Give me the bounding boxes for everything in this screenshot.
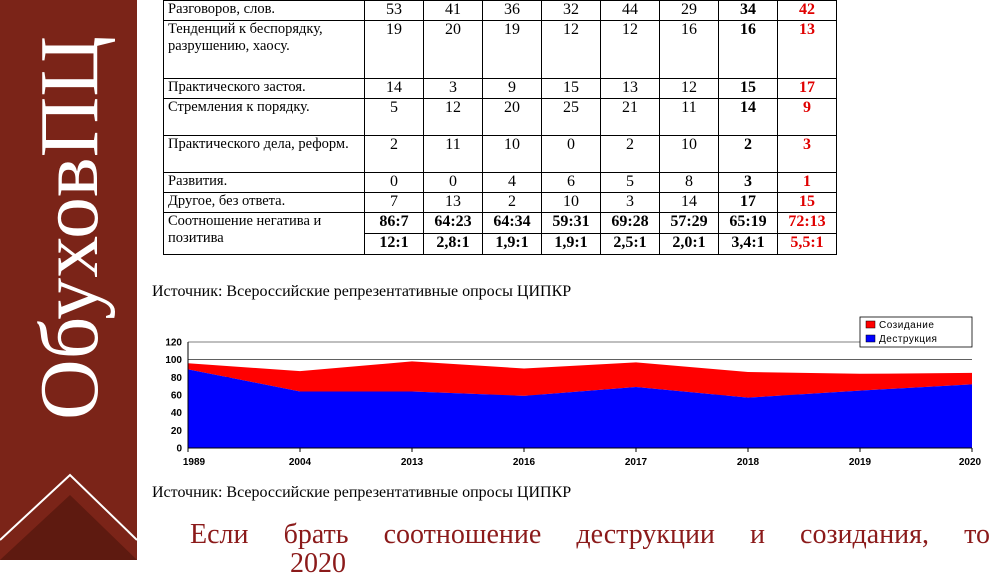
row-label: Стремления к порядку.	[164, 99, 365, 136]
table-cell: 2	[483, 193, 542, 213]
x-tick-label: 2018	[736, 457, 760, 468]
legend-swatch	[866, 335, 875, 342]
table-cell: 17	[719, 193, 778, 213]
ratio-cell: 5,5:1	[778, 234, 837, 255]
x-tick-label: 2019	[848, 457, 872, 468]
ratio-cell: 1,9:1	[542, 234, 601, 255]
table-row	[164, 136, 837, 173]
table-cell: 14	[365, 79, 424, 99]
row-label: Развития.	[164, 173, 365, 193]
table-cell: 5	[365, 99, 424, 136]
y-tick-label: 100	[165, 355, 182, 367]
table-cell: 10	[542, 193, 601, 213]
table-row	[164, 21, 837, 79]
table-cell: 5	[601, 173, 660, 193]
table-cell: 20	[483, 99, 542, 136]
table-cell: 29	[660, 1, 719, 21]
table-cell: 25	[542, 99, 601, 136]
ratio-cell: 1,9:1	[483, 234, 542, 255]
row-label: Тенденций к беспорядку, разрушению, хаосу.	[164, 21, 365, 79]
table-cell: 21	[601, 99, 660, 136]
table-row	[164, 99, 837, 136]
table-cell: 0	[365, 173, 424, 193]
table-cell: 41	[424, 1, 483, 21]
ratio-cell: 69:28	[601, 213, 660, 234]
table-cell: 12	[660, 79, 719, 99]
table-cell: 36	[483, 1, 542, 21]
x-tick-label: 2020	[958, 457, 982, 468]
ratio-cell: 72:13	[778, 213, 837, 234]
table-cell: 2	[719, 136, 778, 173]
table-cell: 3	[719, 173, 778, 193]
row-label: Другое, без ответа.	[164, 193, 365, 213]
y-tick-label: 0	[176, 443, 182, 455]
y-tick-label: 20	[170, 425, 182, 437]
table-cell: 3	[601, 193, 660, 213]
conclusion-text-2: 2020	[290, 548, 346, 579]
x-tick-label: 1989	[182, 457, 206, 468]
table-cell: 13	[778, 21, 837, 79]
table-cell: 15	[542, 79, 601, 99]
table-cell: 14	[660, 193, 719, 213]
area-chart	[150, 315, 1000, 470]
table-cell: 53	[365, 1, 424, 21]
table-cell: 17	[778, 79, 837, 99]
ratio-cell: 59:31	[542, 213, 601, 234]
table-row	[164, 173, 837, 193]
table-cell: 7	[365, 193, 424, 213]
table-cell: 11	[660, 99, 719, 136]
ratio-cell: 3,4:1	[719, 234, 778, 255]
table-cell: 0	[542, 136, 601, 173]
ratio-label: Соотношение негатива и позитива	[164, 213, 365, 255]
source-bottom: Источник: Всероссийские репрезентативные опросы ЦИПКР	[152, 484, 572, 501]
table-cell: 13	[601, 79, 660, 99]
ratio-cell: 2,0:1	[660, 234, 719, 255]
table-cell: 11	[424, 136, 483, 173]
table-cell: 8	[660, 173, 719, 193]
y-tick-label: 40	[170, 408, 182, 420]
y-tick-label: 60	[170, 390, 182, 402]
table-cell: 15	[719, 79, 778, 99]
table-cell: 4	[483, 173, 542, 193]
y-tick-label: 120	[165, 337, 182, 349]
table-cell: 34	[719, 1, 778, 21]
ratio-cell: 2,8:1	[424, 234, 483, 255]
conclusion-text: Если брать соотношение деструкции и созидания, то	[190, 519, 990, 550]
legend-label: Созидание	[879, 320, 935, 331]
table-cell: 15	[778, 193, 837, 213]
ratio-cell: 64:34	[483, 213, 542, 234]
table-cell: 44	[601, 1, 660, 21]
table-cell: 12	[601, 21, 660, 79]
table-cell: 10	[483, 136, 542, 173]
survey-table	[163, 0, 837, 255]
table-cell: 14	[719, 99, 778, 136]
ratio-cell: 2,5:1	[601, 234, 660, 255]
y-tick-label: 80	[170, 372, 182, 384]
table-cell: 12	[542, 21, 601, 79]
table-cell: 3	[778, 136, 837, 173]
table-cell: 3	[424, 79, 483, 99]
ratio-cell: 12:1	[365, 234, 424, 255]
table-cell: 20	[424, 21, 483, 79]
table-cell: 9	[483, 79, 542, 99]
legend-swatch	[866, 321, 875, 328]
legend-label: Деструкция	[879, 334, 938, 345]
table-cell: 10	[660, 136, 719, 173]
table-cell: 16	[660, 21, 719, 79]
table-cell: 16	[719, 21, 778, 79]
ratio-cell: 57:29	[660, 213, 719, 234]
sidebar-title: ОбуховПЦ	[23, 36, 116, 420]
table-cell: 32	[542, 1, 601, 21]
table-cell: 19	[365, 21, 424, 79]
table-cell: 2	[365, 136, 424, 173]
table-cell: 13	[424, 193, 483, 213]
x-tick-label: 2004	[288, 457, 312, 468]
sidebar-decoration	[0, 430, 137, 560]
ratio-cell: 86:7	[365, 213, 424, 234]
table-cell: 0	[424, 173, 483, 193]
table-cell: 9	[778, 99, 837, 136]
row-label: Практического застоя.	[164, 79, 365, 99]
table-row	[164, 193, 837, 213]
table-cell: 19	[483, 21, 542, 79]
x-tick-label: 2017	[624, 457, 648, 468]
sidebar	[0, 0, 137, 560]
ratio-row	[164, 213, 837, 234]
table-row	[164, 1, 837, 21]
table-cell: 2	[601, 136, 660, 173]
table-cell: 6	[542, 173, 601, 193]
table-cell: 1	[778, 173, 837, 193]
table-cell: 12	[424, 99, 483, 136]
table-row	[164, 79, 837, 99]
row-label: Разговоров, слов.	[164, 1, 365, 21]
table-cell: 42	[778, 1, 837, 21]
ratio-cell: 65:19	[719, 213, 778, 234]
source-top: Источник: Всероссийские репрезентативные опросы ЦИПКР	[152, 283, 572, 300]
x-tick-label: 2013	[400, 457, 424, 468]
ratio-cell: 64:23	[424, 213, 483, 234]
x-tick-label: 2016	[512, 457, 536, 468]
row-label: Практического дела, реформ.	[164, 136, 365, 173]
